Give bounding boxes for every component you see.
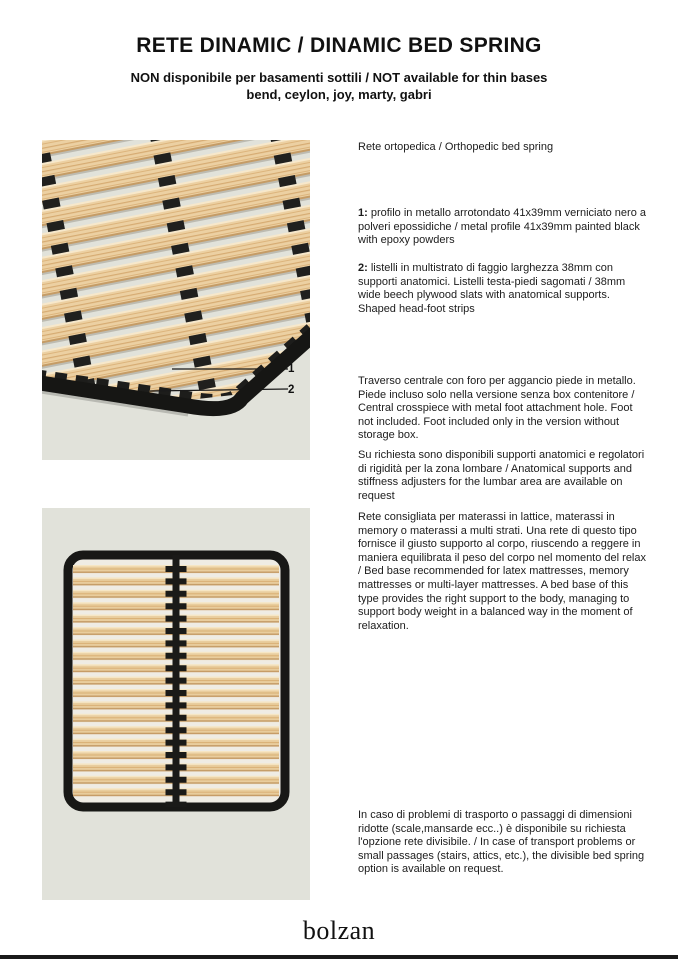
spec-crosspiece: Traverso centrale con foro per aggancio piede in metallo. Piede incluso solo nella versione senza box contenitore / Central crosspiece with metal foot attachment hole. Foot not included. Foot included only in the version without storage box. [358,375,636,442]
figure-perspective-view [42,140,310,460]
subtitle-availability: NON disponibile per basamenti sottili / NOT available for thin bases [130,70,548,85]
central-crosspiece-rail [173,555,180,807]
spec-item-2-number: 2: [358,262,368,274]
spec-intro: Rete ortopedica / Orthopedic bed spring [358,141,554,153]
brand-logo: bolzan [302,916,376,945]
callout-label-1: 1 [288,363,295,375]
spec-item-2 [358,262,646,316]
spec-item-1-text: profilo in metallo arrotondato 41x39mm verniciato nero a polveri epossidiche / metal profile 41x39mm painted black with epoxy powders [358,207,646,247]
page-bottom-edge [0,955,678,959]
callout-label-2: 2 [288,384,295,396]
spec-recommended-mattresses: Rete consigliata per materassi in lattice, materassi in memory o materassi a multi strati. Una rete di questo tipo fornisce il giusto supporto al corpo, riuscendo a reggere in maniera equilibrata il peso del corpo nel momento del relax / Bed base recommended for latex mattresses, memory mattresses or multi-layer mattresses. A bed base of this type provides the right support to the body, managing to support body weight in a balanced way in the moment of relaxation. [358,511,646,632]
bed-spring-top-illustration [42,508,310,900]
subtitle-models: bend, ceylon, joy, marty, gabri [246,87,432,102]
spec-transport-divisible: In caso di problemi di trasporto o passaggi di dimensioni ridotte (scale,mansarde ecc..) è disponibile su richiesta l'opzione rete divisibile. / In case of transport problems or small passages (stairs, attics, etc.), the divisible bed spring option is available on request. [358,809,645,876]
spec-item-1 [358,207,646,248]
spec-lumbar-supports: Su richiesta sono disponibili supporti anatomici e regolatori di rigidità per la zona lombare / Anatomical supports and stiffness adjusters for the lumbar area are available on request [358,449,645,502]
spec-item-1-number: 1: [358,207,368,219]
figure-top-view [42,508,310,900]
page-title: RETE DINAMIC / DINAMIC BED SPRING [136,34,542,57]
bed-spring-perspective-illustration [42,140,310,460]
spec-item-2-text: listelli in multistrato di faggio larghezza 38mm con supporti anatomici. Listelli testa-piedi sagomati / 38mm wide beech plywood slats with anatomical supports. Shaped head-foot strips [358,262,626,315]
page-header [0,34,678,103]
